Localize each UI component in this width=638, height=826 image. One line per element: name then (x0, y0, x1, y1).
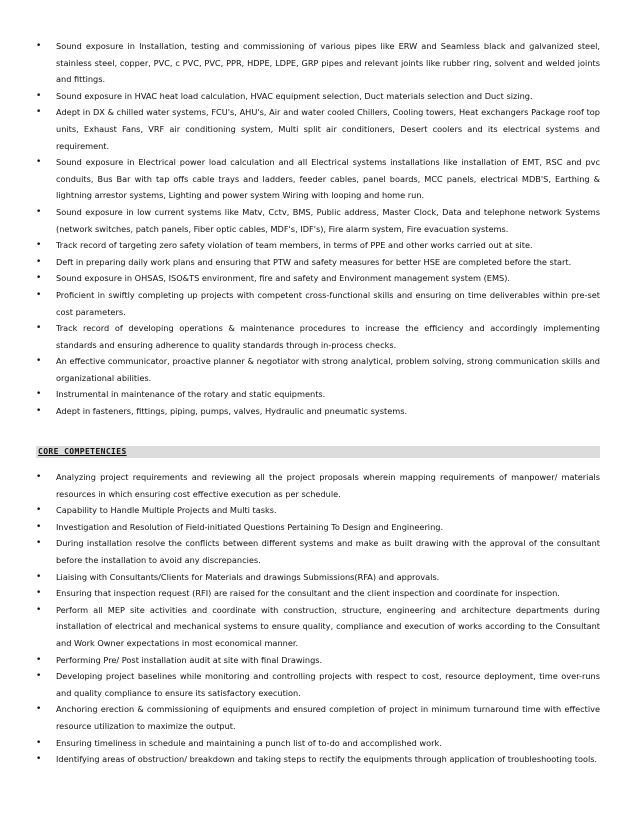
list-item: • Track record of developing operations & maintenance procedures to increase the efficiency and accordingly implementing standards and ensuring adherence to quality standards through in-process checks. (36, 320, 600, 353)
list-item: • Deft in preparing daily work plans and ensuring that PTW and safety measures for better HSE are completed before the start. (36, 254, 600, 271)
list-item: • Investigation and Resolution of Field-initiated Questions Pertaining To Design and Engineering. (36, 519, 600, 536)
list-item: • Instrumental in maintenance of the rotary and static equipments. (36, 386, 600, 403)
list-item: • An effective communicator, proactive planner & negotiator with strong analytical, problem solving, strong communication skills and organizational abilities. (36, 353, 600, 386)
list-item: • Sound exposure in Electrical power load calculation and all Electrical systems installations like installation of EMT, RSC and pvc conduits, Bus Bar with tap offs cable trays and ladders, feeder cables, panel boards, MCC panels, electrical MDB'S, Earthing & lightning arrestor systems, Lighting and power system Wiring with looping and home run. (36, 154, 600, 204)
list-item: • Sound exposure in OHSAS, ISO&TS environment, fire and safety and Environment management system (EMS). (36, 270, 600, 287)
list-item: • Performing Pre/ Post installation audit at site with final Drawings. (36, 652, 600, 669)
list-item: • Sound exposure in HVAC heat load calculation, HVAC equipment selection, Duct materials selection and Duct sizing. (36, 88, 600, 105)
core-competencies-bullet-list (36, 469, 600, 768)
list-item: • Adept in fasteners, fittings, piping, pumps, valves, Hydraulic and pneumatic systems. (36, 403, 600, 420)
list-item: • Adept in DX & chilled water systems, FCU's, AHU's, Air and water cooled Chillers, Cooling towers, Heat exchangers Package roof top units, Exhaust Fans, VRF air conditioning system, Multi split air conditioners, Desert coolers and its electrical systems and requirement. (36, 104, 600, 154)
list-item: • During installation resolve the conflicts between different systems and make as built drawing with the approval of the consultant before the installation to avoid any discrepancies. (36, 535, 600, 568)
list-item: • Capability to Handle Multiple Projects and Multi tasks. (36, 502, 600, 519)
list-item: • Perform all MEP site activities and coordinate with construction, structure, engineering and architecture departments during installation of electrical and mechanical systems to ensure quality, compliance and execution of works according to the Consultant and Work Owner expectations in most economical manner. (36, 602, 600, 652)
list-item: • Identifying areas of obstruction/ breakdown and taking steps to rectify the equipments through application of troubleshooting tools. (36, 751, 600, 768)
list-item: • Sound exposure in low current systems like Matv, Cctv, BMS, Public address, Master Clock, Data and telephone network Systems (network switches, patch panels, Fiber optic cables, MDF's, IDF's), Fire alarm system, Fire evacuation systems. (36, 204, 600, 237)
section-title: CORE COMPETENCIES (38, 447, 127, 456)
list-item: • Ensuring timeliness in schedule and maintaining a punch list of to-do and accomplished work. (36, 735, 600, 752)
list-item: • Sound exposure in Installation, testing and commissioning of various pipes like ERW and Seamless black and galvanized steel, stainless steel, copper, PVC, c PVC, PVC, PPR, HDPE, LDPE, GRP pipes and relevant joints like rubber ring, solvent and welded joints and fittings. (36, 38, 600, 88)
list-item: • Liaising with Consultants/Clients for Materials and drawings Submissions(RFA) and approvals. (36, 569, 600, 586)
section-header-bar (36, 446, 600, 458)
list-item: • Analyzing project requirements and reviewing all the project proposals wherein mapping requirements of manpower/ materials resources in which ensuring cost effective execution as per schedule. (36, 469, 600, 502)
list-item: • Proficient in swiftly completing up projects with competent cross-functional skills and ensuring on time deliverables within pre-set cost parameters. (36, 287, 600, 320)
list-item: • Anchoring erection & commissioning of equipments and ensured completion of project in minimum turnaround time with effective resource utilization to maximize the output. (36, 701, 600, 734)
list-item: • Ensuring that inspection request (RFI) are raised for the consultant and the client inspection and coordinate for inspection. (36, 585, 600, 602)
experience-bullet-list (36, 38, 600, 420)
list-item: • Track record of targeting zero safety violation of team members, in terms of PPE and other works carried out at site. (36, 237, 600, 254)
list-item: • Developing project baselines while monitoring and controlling projects with respect to cost, resource deployment, time over-runs and quality compliance to ensure its satisfactory execution. (36, 668, 600, 701)
